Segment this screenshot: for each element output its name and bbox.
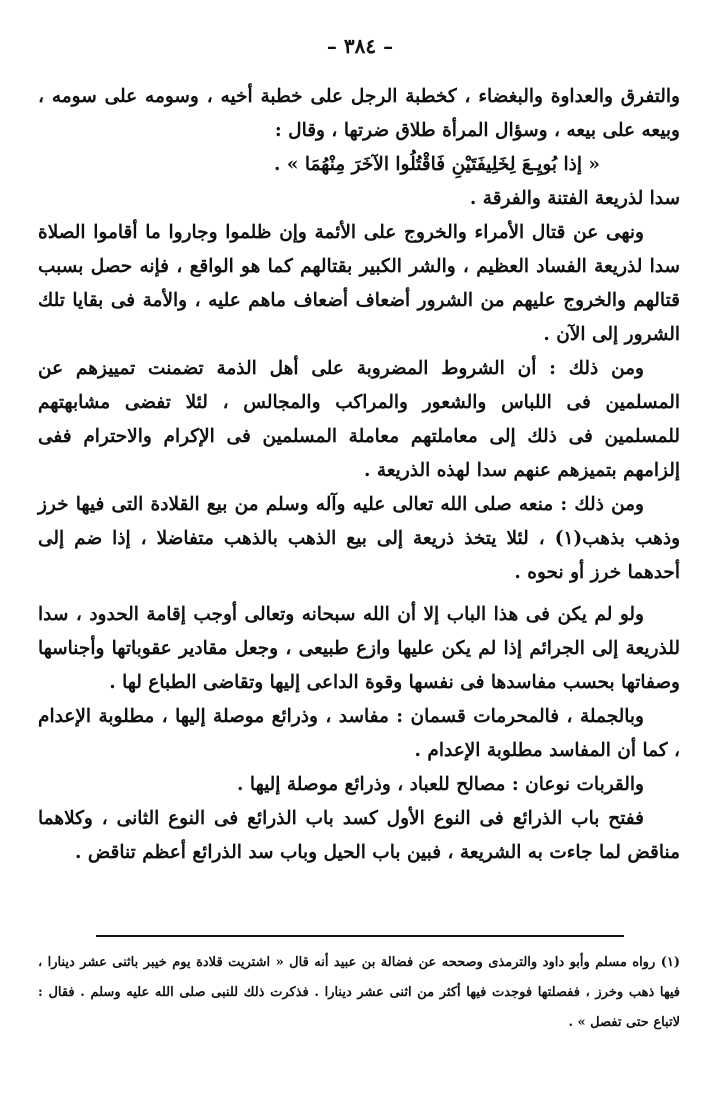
paragraph: سدا لذريعة الفتنة والفرقة .: [469, 188, 680, 209]
paragraph: ونهى عن قتال الأمراء والخروج على الأئمة وإن ظلموا وجاروا ما أقاموا الصلاة سدا لذريعة الفساد العظيم ، والشر الكبير بقتالهم كما هو الواقع ، فإنه حصل بسبب قتالهم والخروج عليهم من الشرور أضعاف أضعاف ماهم عليه ، والأمة فى بقايا تلك الشرور إلى الآن .: [38, 222, 680, 345]
paragraph: والتفرق والعداوة والبغضاء ، كخطبة الرجل على خطبة أخيه ، وسومه على سومه ، وبيعه على بيعه ، وسؤال المرأة طلاق ضرتها ، وقال :: [38, 86, 680, 141]
paragraph: ففتح باب الذرائع فى النوع الأول كسد باب الذرائع فى النوع الثانى ، وكلاهما مناقض لما جاءت به الشريعة ، فبين باب الحيل وباب سد الذرائع أعظم تناقض .: [38, 808, 680, 863]
footnote-divider: [96, 935, 624, 937]
paragraph: ومن ذلك : أن الشروط المضروبة على أهل الذمة تضمنت تمييزهم عن المسلمين فى اللباس والشعور والمراكب والمجالس ، لئلا تفضى مشابهتهم للمسلمين فى ذلك إلى معاملتهم معاملة المسلمين فى الإكرام والاحترام ففى إلزامهم بتميزهم عنهم سدا لهذه الذريعة .: [38, 358, 680, 481]
paragraph: والقربات نوعان : مصالح للعباد ، وذرائع موصلة إليها .: [237, 774, 644, 795]
footnotes: [38, 948, 680, 1038]
footnote: (١) رواه مسلم وأبو داود والترمذى وصححه عن فضالة بن عبيد أنه قال « اشتريت قلادة يوم خيبر باثنى عشر دينارا ، فيها ذهب وخرز ، ففصلتها فوجدت فيها أكثر من اثنى عشر دينارا . فذكرت ذلك للنبى صلى الله عليه وسلم . فقال : لاتباع حتى تفصل » .: [38, 955, 680, 1030]
page-number: – ٣٨٤ –: [326, 34, 394, 58]
paragraph: وبالجملة ، فالمحرمات قسمان : مفاسد ، وذرائع موصلة إليها ، مطلوبة الإعدام ، كما أن المفاسد مطلوبة الإعدام .: [38, 706, 680, 761]
main-text: [38, 80, 680, 870]
hadith-quote: « إذا بُويِـعَ لِخَلِيفَتَيْنِ فَاقْتُلُوا الآخَرَ مِنْهُمَا » .: [273, 154, 600, 175]
paragraph: ولو لم يكن فى هذا الباب إلا أن الله سبحانه وتعالى أوجب إقامة الحدود ، سدا للذريعة إلى الجرائم إذا لم يكن عليها وازع طبيعى ، وجعل مقادير عقوباتها وأجناسها وصفاتها بحسب مفاسدها فى نفسها وقوة الداعى إليها وتقاضى الطباع لها .: [38, 604, 680, 693]
paragraph: ومن ذلك : منعه صلى الله تعالى عليه وآله وسلم من بيع القلادة التى فيها خرز وذهب بذهب(١) ، لئلا يتخذ ذريعة إلى بيع الذهب بالذهب متفاضلا ، إذا ضم إلى أحدهما خرز أو نحوه .: [38, 494, 680, 583]
